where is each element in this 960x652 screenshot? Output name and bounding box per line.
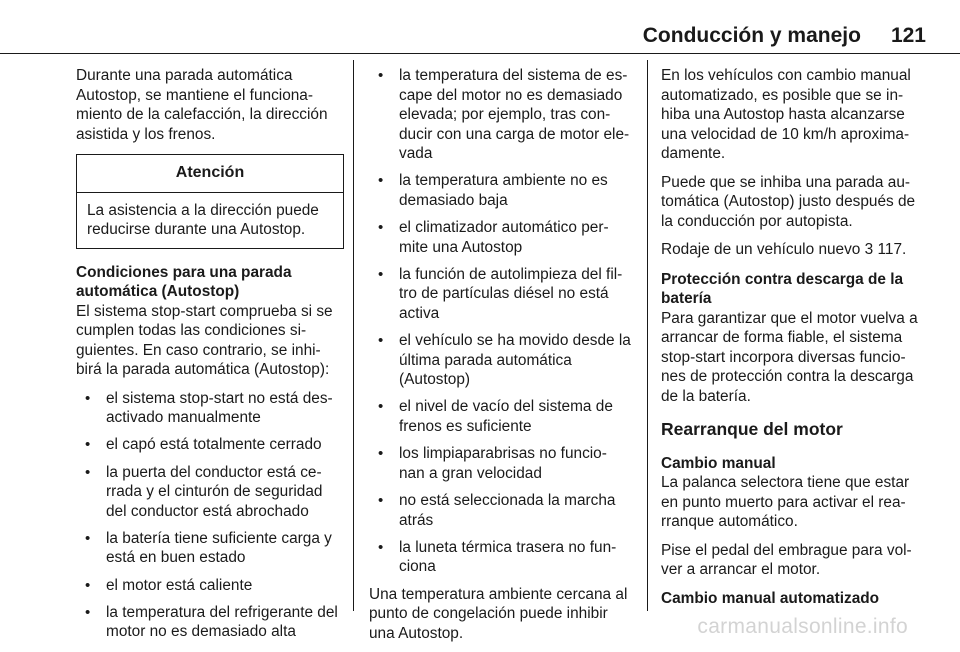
column-divider-1: [353, 60, 354, 611]
warning-title: Atención: [77, 155, 343, 193]
list-item: • el sistema stop-start no está des- activado manualmente: [76, 389, 344, 428]
manual-paragraph-1: La palanca selectora tiene que estar en punto muerto para activar el rea- rranque automático.: [661, 474, 910, 530]
list-item: • el motor está caliente: [76, 576, 344, 596]
list-item: • el nivel de vacío del sistema de frenos es suficiente: [369, 397, 635, 436]
column-2: [369, 66, 635, 652]
conditions-heading: Condiciones para una parada automática (Autostop): [76, 263, 292, 300]
warning-body: La asistencia a la dirección puede reducirse durante una Autostop.: [87, 201, 319, 238]
column-3: [661, 66, 929, 608]
manual-paragraph-2: Pise el pedal del embrague para vol- ver a arrancar el motor.: [661, 541, 912, 578]
list-item: • el vehículo se ha movido desde la última parada automática (Autostop): [369, 331, 635, 390]
motorway-paragraph: Puede que se inhiba una parada au- tomática (Autostop) justo después de la conducción por autopista.: [661, 173, 916, 230]
automated-gearbox-paragraph: En los vehículos con cambio manual automatizado, es posible que se in- hiba una Autostop hasta alcanzarse una velocidad de 10 km/h aproxima- damente.: [661, 67, 911, 162]
battery-heading: Protección contra descarga de la batería: [661, 270, 904, 307]
restart-heading: Rearranque del motor: [661, 419, 843, 439]
list-item: • no está seleccionada la marcha atrás: [369, 491, 635, 530]
page-header: [643, 24, 926, 48]
conditions-list-1: [76, 389, 344, 642]
manual-gearbox-heading: Cambio manual: [661, 454, 776, 472]
page-reference-link[interactable]: 3 117.: [864, 241, 907, 258]
list-item: • la temperatura del refrigerante del motor no es demasiado alta: [76, 603, 344, 642]
list-item: • la función de autolimpieza del fil- tro de partículas diésel no está activa: [369, 265, 635, 324]
list-item: • el capó está totalmente cerrado: [76, 435, 344, 455]
automated-gearbox-heading: Cambio manual automatizado: [661, 589, 880, 607]
list-item: • los limpiaparabrisas no funcio- nan a gran velocidad: [369, 444, 635, 483]
intro-paragraph: Durante una parada automática Autostop, se mantiene el funciona- miento de la calefacción, la dirección asistida y los frenos.: [76, 67, 328, 143]
watermark: carmanualsonline.info: [697, 615, 908, 638]
column-1: [76, 66, 344, 650]
conditions-intro: El sistema stop-start comprueba si se cumplen todas las condiciones si- guientes. En caso contrario, se inhi- birá la parada automática (Autostop):: [76, 302, 333, 378]
list-item: • el climatizador automático per- mite una Autostop: [369, 218, 635, 257]
page-number: 121: [890, 24, 926, 47]
list-item: • la puerta del conductor está ce- rrada y el cinturón de seguridad del conductor está abrochado: [76, 463, 344, 522]
list-item: • la temperatura del sistema de es- cape del motor no es demasiado elevada; por ejemplo, tras con- ducir con una carga de motor ele- vada: [369, 66, 635, 164]
warning-box: [76, 154, 344, 249]
column-divider-2: [647, 60, 648, 611]
temperature-note: Una temperatura ambiente cercana al punto de congelación puede inhibir una Autostop.: [369, 585, 628, 642]
running-in-text: Rodaje de un vehículo nuevo: [661, 241, 861, 258]
list-item: • la luneta térmica trasera no fun- ciona: [369, 538, 635, 577]
battery-paragraph: Para garantizar que el motor vuelva a arrancar de forma fiable, el sistema stop-start incorpora diversas funcio- nes de protección contra la descarga de la batería.: [661, 309, 918, 405]
running-in-reference: [661, 240, 929, 260]
conditions-list-2: [369, 66, 635, 577]
header-rule: [0, 53, 960, 54]
list-item: • la temperatura ambiente no es demasiado baja: [369, 171, 635, 210]
chapter-title: Conducción y manejo: [642, 24, 861, 47]
list-item: • la batería tiene suficiente carga y está en buen estado: [76, 529, 344, 568]
